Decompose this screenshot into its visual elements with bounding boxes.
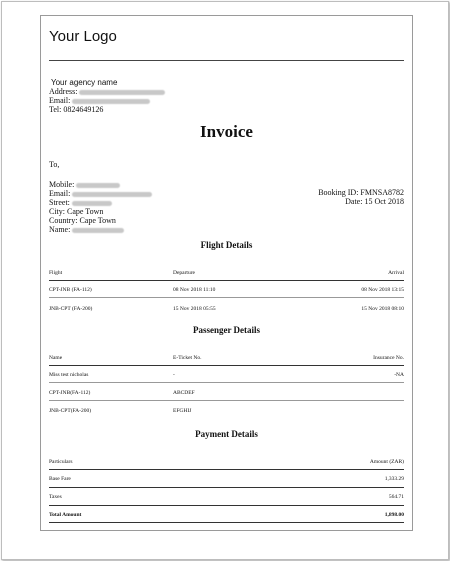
agency-address: Address: [49, 87, 165, 96]
table-row: Miss test nicholas - -NA [49, 372, 404, 378]
redacted-email [72, 192, 152, 197]
customer-country: Country: Cape Town [49, 216, 116, 225]
table-row: CPT-JNB(FA-112) ABCDEF [49, 390, 195, 396]
flight-details-heading: Flight Details [200, 240, 253, 250]
agency-tel: Tel: 0824649126 [49, 105, 104, 114]
divider [49, 522, 404, 523]
document-frame [1, 1, 449, 560]
table-row: Taxes 564.71 [49, 494, 404, 500]
redacted-street [72, 201, 112, 206]
to-label: To, [49, 160, 60, 169]
payment-header-row [49, 459, 404, 467]
passenger-header-row [49, 355, 404, 363]
column-header: Flight [49, 270, 63, 276]
agency-name: Your agency name [51, 78, 118, 87]
passenger-details-heading: Passenger Details [192, 325, 261, 335]
table-row: Base Fare 1,333.29 [49, 476, 404, 482]
divider [49, 505, 404, 506]
total-label: Total Amount [49, 512, 82, 518]
invoice-page [40, 15, 413, 531]
payment-details-heading: Payment Details [195, 429, 258, 439]
divider [49, 487, 404, 488]
redacted-mobile [76, 183, 120, 188]
logo: Your Logo [49, 28, 117, 45]
total-row [49, 512, 404, 520]
redacted-email [72, 99, 150, 104]
agency-email: Email: [49, 96, 150, 105]
column-header: Name [49, 355, 63, 361]
invoice-title: Invoice [200, 122, 253, 141]
column-header: Insurance No. [373, 355, 404, 361]
redacted-address [79, 90, 165, 95]
customer-mobile: Mobile: [49, 180, 120, 189]
table-row: JNB-CPT(FA-200) EFGHIJ [49, 408, 192, 414]
customer-name: Name: [49, 225, 124, 234]
column-header: Particulars [49, 459, 73, 465]
divider [49, 382, 404, 383]
flight-header-row [49, 270, 404, 278]
divider [49, 60, 404, 61]
table-row: CPT-JNB (FA-112) 08 Nov 2018 11:10 08 Nov 2018 13:15 [49, 287, 404, 293]
table-row: JNB-CPT (FA-200) 15 Nov 2018 05:55 15 Nov 2018 08:10 [49, 306, 404, 312]
booking-id: Booking ID: FMNSA8782 [318, 188, 404, 197]
customer-city: City: Cape Town [49, 207, 104, 216]
divider [49, 400, 404, 401]
column-header: Arrival [388, 270, 404, 276]
divider [49, 280, 404, 281]
redacted-name [72, 228, 124, 233]
customer-street: Street: [49, 198, 112, 207]
divider [49, 469, 404, 470]
column-header: Departure [173, 270, 195, 276]
divider [49, 365, 404, 366]
booking-date: Date: 15 Oct 2018 [345, 197, 404, 206]
customer-email: Email: [49, 189, 152, 198]
total-value: 1,898.00 [384, 512, 404, 518]
divider [49, 297, 404, 298]
column-header: E-Ticket No. [173, 355, 202, 361]
column-header: Amount (ZAR) [369, 459, 404, 465]
